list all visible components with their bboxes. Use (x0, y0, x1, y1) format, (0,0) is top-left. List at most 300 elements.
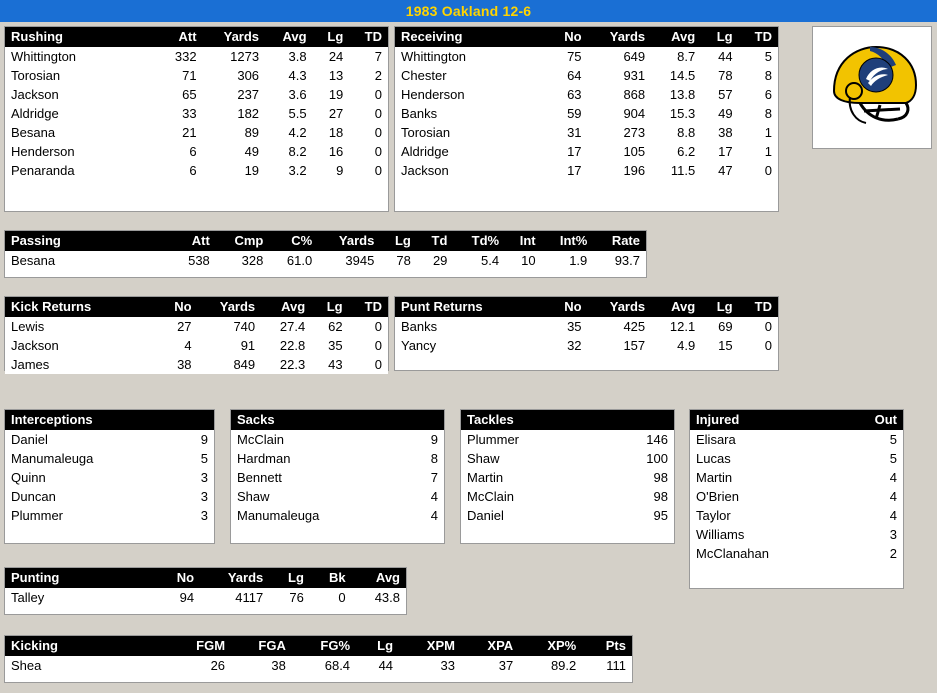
column-header: Yards (198, 297, 262, 317)
cell: 17 (548, 161, 587, 180)
column-header: Pts (582, 636, 632, 656)
cell: 868 (588, 85, 652, 104)
cell: Yancy (395, 336, 548, 355)
cell: 157 (588, 336, 652, 355)
table-row (231, 487, 444, 506)
injured-panel (689, 409, 904, 589)
cell: 14.5 (651, 66, 701, 85)
table-row (231, 468, 444, 487)
sacks-table (231, 410, 444, 525)
cell: 89.2 (519, 656, 582, 675)
cell: 4.2 (265, 123, 313, 142)
cell: 38 (158, 355, 197, 374)
table-row (395, 161, 778, 180)
table-row (231, 430, 444, 449)
table-row (5, 468, 214, 487)
column-header: TD (349, 297, 388, 317)
cell: Jackson (395, 161, 548, 180)
cell: James (5, 355, 158, 374)
punt-returns-table (395, 297, 778, 355)
cell: 35 (548, 317, 587, 336)
column-header: Att (172, 231, 216, 251)
page-title: 1983 Oakland 12-6 (405, 3, 532, 19)
cell: 6 (739, 85, 778, 104)
cell: Daniel (5, 430, 179, 449)
column-header: Att (158, 27, 202, 47)
cell: 16 (313, 142, 350, 161)
punting-panel (4, 567, 407, 615)
cell: 13 (313, 66, 350, 85)
cell: 7 (349, 47, 388, 66)
cell: 38 (231, 656, 292, 675)
column-header: Lg (313, 27, 350, 47)
cell: 3 (179, 468, 214, 487)
table-header-row (231, 410, 444, 430)
table-header-row (690, 410, 903, 430)
cell: Whittington (395, 47, 548, 66)
cell: Taylor (690, 506, 842, 525)
cell: Talley (5, 588, 157, 607)
cell: 9 (313, 161, 350, 180)
cell: 17 (548, 142, 587, 161)
table-row (5, 161, 388, 180)
cell: 32 (548, 336, 587, 355)
table-header-row (461, 410, 674, 430)
cell: 8 (408, 449, 444, 468)
column-header: XPA (461, 636, 519, 656)
table-row (690, 525, 903, 544)
table-row (395, 123, 778, 142)
table-row (5, 336, 388, 355)
cell: 425 (588, 317, 652, 336)
column-header: XP% (519, 636, 582, 656)
interceptions-panel (4, 409, 215, 544)
cell: 91 (198, 336, 262, 355)
kicking-table (5, 636, 632, 675)
table-row (690, 487, 903, 506)
cell: 89 (203, 123, 265, 142)
column-header: Rate (593, 231, 646, 251)
cell: 1273 (203, 47, 265, 66)
cell: 49 (203, 142, 265, 161)
column-header (601, 410, 674, 430)
interceptions-table (5, 410, 214, 525)
cell: 8.2 (265, 142, 313, 161)
column-header: Yards (200, 568, 269, 588)
column-header: FGM (168, 636, 231, 656)
cell: 71 (158, 66, 202, 85)
cell: Williams (690, 525, 842, 544)
injured-table (690, 410, 903, 563)
punting-table (5, 568, 406, 607)
cell: 63 (548, 85, 587, 104)
cell: 43 (311, 355, 348, 374)
cell: 4 (408, 487, 444, 506)
table-row (5, 104, 388, 123)
cell: Lucas (690, 449, 842, 468)
column-header: Kick Returns (5, 297, 158, 317)
column-header: Rushing (5, 27, 158, 47)
table-row (231, 449, 444, 468)
cell: McClain (461, 487, 601, 506)
cell: 93.7 (593, 251, 646, 270)
cell: 64 (548, 66, 587, 85)
cell: 273 (588, 123, 652, 142)
cell: 5 (842, 449, 903, 468)
cell: 8 (739, 66, 778, 85)
cell: 0 (349, 123, 388, 142)
cell: Whittington (5, 47, 158, 66)
cell: 10 (505, 251, 542, 270)
cell: 75 (548, 47, 587, 66)
column-header: Avg (651, 297, 701, 317)
cell: 2 (349, 66, 388, 85)
column-header: No (548, 297, 587, 317)
cell: 3.2 (265, 161, 313, 180)
table-row (5, 66, 388, 85)
cell: 332 (158, 47, 202, 66)
table-row (395, 317, 778, 336)
rushing-panel (4, 26, 389, 212)
table-row (690, 506, 903, 525)
kick-returns-panel (4, 296, 389, 371)
cell: 649 (588, 47, 652, 66)
cell: 98 (601, 468, 674, 487)
table-row (395, 336, 778, 355)
cell: 19 (313, 85, 350, 104)
table-row (461, 430, 674, 449)
column-header: Punting (5, 568, 157, 588)
cell: 328 (216, 251, 270, 270)
column-header: Avg (265, 27, 313, 47)
cell: 182 (203, 104, 265, 123)
cell: 6 (158, 161, 202, 180)
cell: Penaranda (5, 161, 158, 180)
cell: 61.0 (269, 251, 318, 270)
cell: Lewis (5, 317, 158, 336)
cell: Jackson (5, 336, 158, 355)
cell: 3 (179, 487, 214, 506)
table-row (690, 468, 903, 487)
table-row (5, 430, 214, 449)
cell: 0 (349, 355, 388, 374)
team-helmet-panel (812, 26, 932, 149)
cell: 1.9 (542, 251, 594, 270)
cell: 3.8 (265, 47, 313, 66)
table-row (5, 656, 632, 675)
table-row (395, 142, 778, 161)
table-row (461, 506, 674, 525)
cell: 78 (380, 251, 417, 270)
table-row (5, 449, 214, 468)
column-header: Cmp (216, 231, 270, 251)
cell: 5 (179, 449, 214, 468)
receiving-table (395, 27, 778, 180)
cell: Henderson (395, 85, 548, 104)
column-header: Yards (318, 231, 380, 251)
column-header: Bk (310, 568, 352, 588)
table-row (395, 66, 778, 85)
cell: 78 (701, 66, 738, 85)
column-header: TD (349, 27, 388, 47)
cell: 5 (739, 47, 778, 66)
column-header: TD (739, 297, 778, 317)
table-row (461, 449, 674, 468)
column-header: Interceptions (5, 410, 179, 430)
cell: 538 (172, 251, 216, 270)
cell: 44 (701, 47, 738, 66)
table-row (5, 487, 214, 506)
cell: 37 (461, 656, 519, 675)
cell: 0 (349, 161, 388, 180)
cell: 27.4 (261, 317, 311, 336)
cell: 22.8 (261, 336, 311, 355)
cell: 0 (739, 317, 778, 336)
cell: Martin (461, 468, 601, 487)
cell: 69 (701, 317, 738, 336)
table-row (395, 104, 778, 123)
table-header-row (395, 297, 778, 317)
rushing-table (5, 27, 388, 180)
cell: 0 (310, 588, 352, 607)
cell: Duncan (5, 487, 179, 506)
column-header: Lg (701, 27, 738, 47)
cell: 49 (701, 104, 738, 123)
column-header: Sacks (231, 410, 408, 430)
cell: 17 (701, 142, 738, 161)
table-header-row (5, 568, 406, 588)
table-row (5, 317, 388, 336)
table-row (461, 487, 674, 506)
table-row (5, 142, 388, 161)
cell: 904 (588, 104, 652, 123)
column-header: Lg (701, 297, 738, 317)
cell: Daniel (461, 506, 601, 525)
cell: 0 (349, 317, 388, 336)
cell: 4 (158, 336, 197, 355)
cell: 3945 (318, 251, 380, 270)
cell: 21 (158, 123, 202, 142)
cell: 44 (356, 656, 399, 675)
cell: 95 (601, 506, 674, 525)
cell: Shaw (231, 487, 408, 506)
column-header: Tackles (461, 410, 601, 430)
column-header: Punt Returns (395, 297, 548, 317)
cell: O'Brien (690, 487, 842, 506)
table-header-row (5, 231, 646, 251)
cell: 306 (203, 66, 265, 85)
table-header-row (5, 297, 388, 317)
column-header: No (158, 297, 197, 317)
cell: 0 (349, 104, 388, 123)
column-header: Yards (203, 27, 265, 47)
cell: 62 (311, 317, 348, 336)
column-header: FGA (231, 636, 292, 656)
punt-returns-panel (394, 296, 779, 371)
column-header: Td% (453, 231, 505, 251)
cell: 35 (311, 336, 348, 355)
cell: 105 (588, 142, 652, 161)
cell: 4 (842, 506, 903, 525)
cell: 9 (179, 430, 214, 449)
cell: 27 (313, 104, 350, 123)
cell: 29 (417, 251, 454, 270)
helmet-icon (820, 35, 924, 141)
cell: 8.8 (651, 123, 701, 142)
cell: 12.1 (651, 317, 701, 336)
cell: 13.8 (651, 85, 701, 104)
cell: Aldridge (5, 104, 158, 123)
table-header-row (395, 27, 778, 47)
cell: 4117 (200, 588, 269, 607)
cell: 4 (842, 468, 903, 487)
sacks-panel (230, 409, 445, 544)
cell: 59 (548, 104, 587, 123)
cell: Bennett (231, 468, 408, 487)
column-header: Avg (352, 568, 406, 588)
cell: 15.3 (651, 104, 701, 123)
cell: 8.7 (651, 47, 701, 66)
cell: Shaw (461, 449, 601, 468)
kick-returns-table (5, 297, 388, 374)
cell: 94 (157, 588, 200, 607)
table-header-row (5, 410, 214, 430)
column-header: No (548, 27, 587, 47)
cell: 740 (198, 317, 262, 336)
cell: 0 (349, 142, 388, 161)
column-header: Int% (542, 231, 594, 251)
table-header-row (5, 636, 632, 656)
column-header: Lg (269, 568, 310, 588)
cell: 5.4 (453, 251, 505, 270)
passing-panel (4, 230, 647, 278)
cell: Aldridge (395, 142, 548, 161)
cell: 24 (313, 47, 350, 66)
column-header: C% (269, 231, 318, 251)
column-header: Yards (588, 297, 652, 317)
cell: 33 (399, 656, 461, 675)
cell: 15 (701, 336, 738, 355)
table-row (5, 47, 388, 66)
cell: 65 (158, 85, 202, 104)
kicking-panel (4, 635, 633, 683)
cell: Chester (395, 66, 548, 85)
cell: 3 (842, 525, 903, 544)
column-header: Out (842, 410, 903, 430)
cell: Shea (5, 656, 168, 675)
cell: 57 (701, 85, 738, 104)
cell: 9 (408, 430, 444, 449)
table-row (5, 85, 388, 104)
cell: 0 (349, 336, 388, 355)
receiving-panel (394, 26, 779, 212)
cell: 26 (168, 656, 231, 675)
cell: Henderson (5, 142, 158, 161)
cell: 196 (588, 161, 652, 180)
column-header (408, 410, 444, 430)
cell: Manumaleuga (5, 449, 179, 468)
cell: 22.3 (261, 355, 311, 374)
column-header: Passing (5, 231, 172, 251)
table-row (690, 544, 903, 563)
column-header: Lg (356, 636, 399, 656)
cell: 8 (739, 104, 778, 123)
cell: McClain (231, 430, 408, 449)
column-header: Yards (588, 27, 652, 47)
cell: 27 (158, 317, 197, 336)
table-row (461, 468, 674, 487)
cell: 68.4 (292, 656, 356, 675)
column-header: Avg (651, 27, 701, 47)
window-titlebar (0, 0, 937, 22)
tackles-panel (460, 409, 675, 544)
cell: 5.5 (265, 104, 313, 123)
cell: Manumaleuga (231, 506, 408, 525)
cell: 4 (408, 506, 444, 525)
table-row (395, 85, 778, 104)
cell: Torosian (5, 66, 158, 85)
column-header: No (157, 568, 200, 588)
column-header (179, 410, 214, 430)
cell: 849 (198, 355, 262, 374)
column-header: Lg (311, 297, 348, 317)
cell: 18 (313, 123, 350, 142)
column-header: FG% (292, 636, 356, 656)
table-row (5, 588, 406, 607)
cell: 98 (601, 487, 674, 506)
cell: 31 (548, 123, 587, 142)
table-row (395, 47, 778, 66)
cell: 3.6 (265, 85, 313, 104)
column-header: TD (739, 27, 778, 47)
cell: 7 (408, 468, 444, 487)
cell: Quinn (5, 468, 179, 487)
table-row (690, 430, 903, 449)
cell: Besana (5, 251, 172, 270)
table-row (231, 506, 444, 525)
cell: 5 (842, 430, 903, 449)
column-header: Injured (690, 410, 842, 430)
cell: Banks (395, 104, 548, 123)
cell: 6.2 (651, 142, 701, 161)
cell: McClanahan (690, 544, 842, 563)
cell: 100 (601, 449, 674, 468)
cell: 11.5 (651, 161, 701, 180)
column-header: Lg (380, 231, 417, 251)
cell: Besana (5, 123, 158, 142)
cell: Jackson (5, 85, 158, 104)
column-header: Receiving (395, 27, 548, 47)
table-row (5, 506, 214, 525)
table-header-row (5, 27, 388, 47)
cell: 47 (701, 161, 738, 180)
cell: 6 (158, 142, 202, 161)
cell: Martin (690, 468, 842, 487)
cell: 4.3 (265, 66, 313, 85)
cell: Plummer (461, 430, 601, 449)
cell: 146 (601, 430, 674, 449)
cell: 33 (158, 104, 202, 123)
column-header: Avg (261, 297, 311, 317)
cell: 111 (582, 656, 632, 675)
cell: Torosian (395, 123, 548, 142)
cell: 38 (701, 123, 738, 142)
cell: 4 (842, 487, 903, 506)
cell: 76 (269, 588, 310, 607)
cell: 1 (739, 123, 778, 142)
cell: 0 (739, 336, 778, 355)
column-header: Td (417, 231, 454, 251)
